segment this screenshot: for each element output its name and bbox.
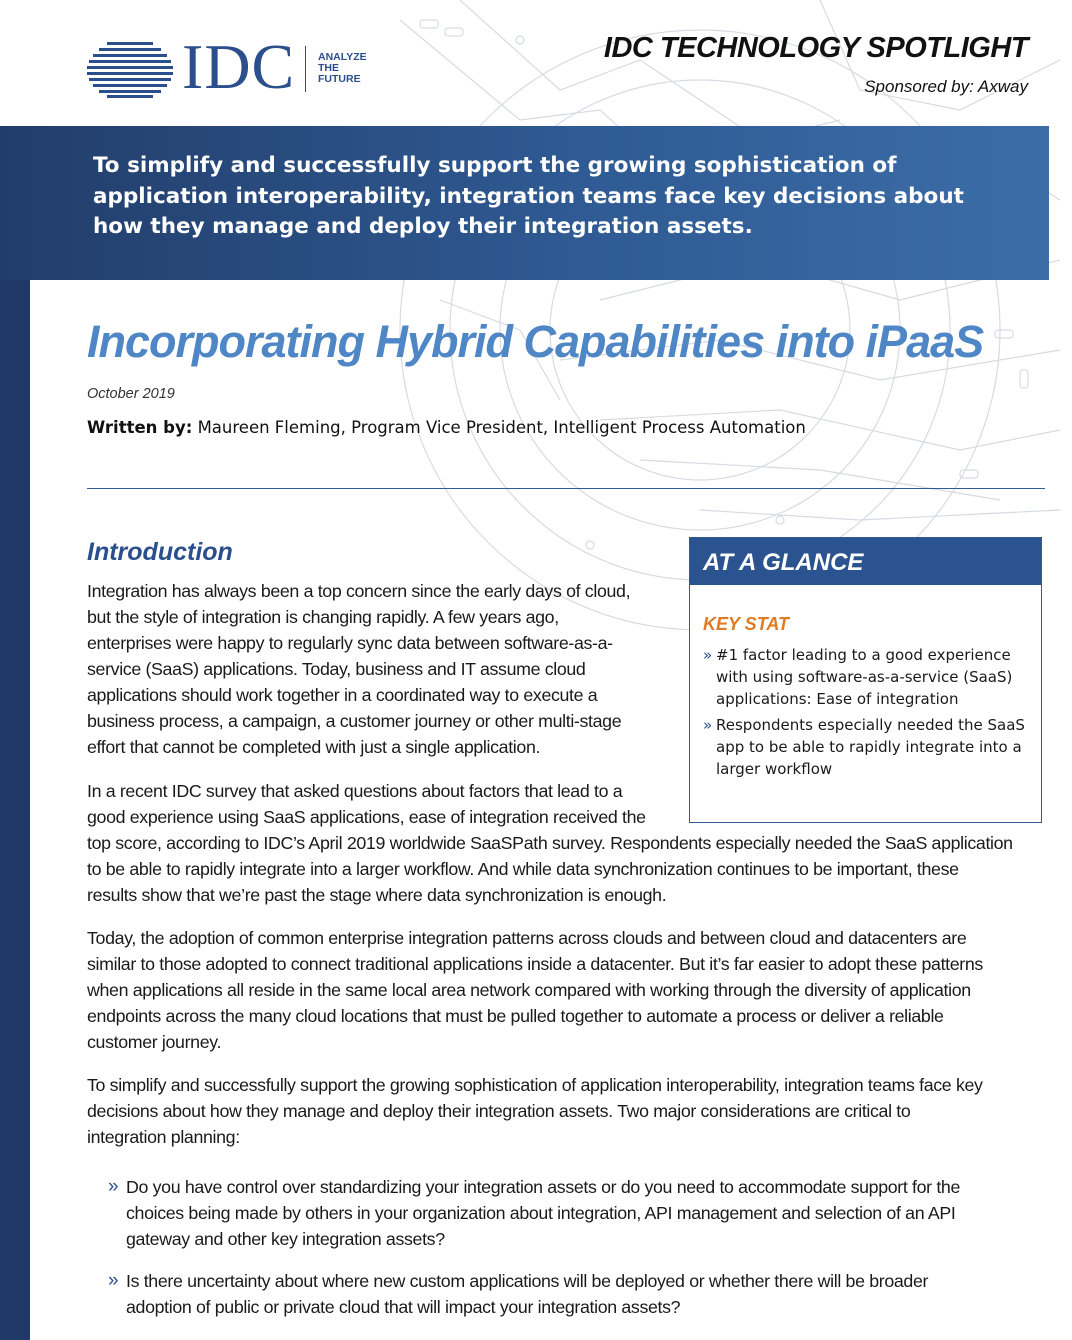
chevron-bullet-icon: »: [703, 646, 713, 664]
key-stat-list: [703, 644, 1028, 784]
at-a-glance-box: [689, 537, 1042, 823]
chevron-bullet-icon: »: [108, 1176, 119, 1197]
key-stat-label: KEY STAT: [703, 614, 790, 634]
document-date: October 2019: [87, 386, 175, 402]
sponsor-line: Sponsored by: Axway: [864, 77, 1028, 96]
logo-tagline: ANALYZE THE FUTURE: [318, 51, 367, 85]
paragraph-2: In a recent IDC survey that asked questions about factors that lead to a good experience using SaaS applications, ease of integration received the top score, according to IDC’s April 2019 worldwide SaaSPath survey. Respondents especially needed the SaaS application to be able to rapidly integrate into a larger workflow. And while data synchronization continues to be important, these results show that we’re past the stage where data synchronization is enough.: [87, 781, 1013, 905]
logo-divider: [305, 46, 306, 92]
logo-wordmark: IDC: [182, 31, 296, 102]
introduction-heading: Introduction: [87, 538, 233, 566]
list-item: » Respondents especially needed the SaaS app to be able to rapidly integrate into a larger workflow: [703, 716, 1025, 778]
list-item: » #1 factor leading to a good experience with using software-as-a-service (SaaS) applications: Ease of integration: [703, 646, 1013, 708]
paragraph-3: Today, the adoption of common enterprise integration patterns across clouds and between cloud and datacenters are similar to those adopted to connect traditional applications inside a datacenter. But it’s far easier to adopt these patterns when applications all reside in the same local area network compared with working through the diversity of application endpoints across the many cloud locations that must be pulled together to automate a process or deliver a reliable customer journey.: [87, 928, 983, 1052]
author-label: Written by:: [87, 418, 193, 437]
at-a-glance-heading: AT A GLANCE: [690, 538, 1041, 585]
banner-text: To simplify and successfully support the growing sophistication of application interoperability, integration teams face key decisions about how they manage and deploy their integration assets.: [93, 153, 964, 239]
spotlight-title: IDC TECHNOLOGY SPOTLIGHT: [603, 32, 1028, 64]
author-line: [87, 418, 806, 437]
chevron-bullet-icon: »: [703, 716, 713, 734]
idc-logo: [87, 31, 387, 102]
left-accent-bar: [0, 126, 30, 1340]
list-item: » Is there uncertainty about where new custom applications will be deployed or whether there will be broader adoption of public or private cloud that will impact your integration assets?: [108, 1270, 929, 1317]
document-title: Incorporating Hybrid Capabilities into iPaaS: [87, 316, 984, 367]
author-name: Maureen Fleming, Program Vice President, Intelligent Process Automation: [192, 418, 806, 437]
chevron-bullet-icon: »: [108, 1270, 119, 1291]
paragraph-4: To simplify and successfully support the growing sophistication of application interoperability, integration teams face key decisions about how they manage and deploy their integration assets. Two major considerations are critical to integration planning:: [87, 1075, 983, 1147]
summary-banner: [0, 126, 1049, 280]
section-divider: [87, 488, 1045, 489]
globe-logo-icon: [87, 42, 173, 98]
paragraph-1: Integration has always been a top concern since the early days of cloud, but the style of integration is changing rapidly. A few years ago, enterprises were happy to regularly sync data between software-as-a- service (SaaS) applications. Today, business and IT assume cloud applications should work together in a coordinated way to execute a business process, a campaign, a customer journey or other multi-stage effort that cannot be completed with just a single application.: [87, 581, 631, 757]
considerations-list: [108, 1174, 1038, 1320]
list-item: » Do you have control over standardizing your integration assets or do you need to accommodate support for the choices being made by others in your organization about integration, API management and selection of an API gateway and other key integration assets?: [108, 1176, 960, 1249]
